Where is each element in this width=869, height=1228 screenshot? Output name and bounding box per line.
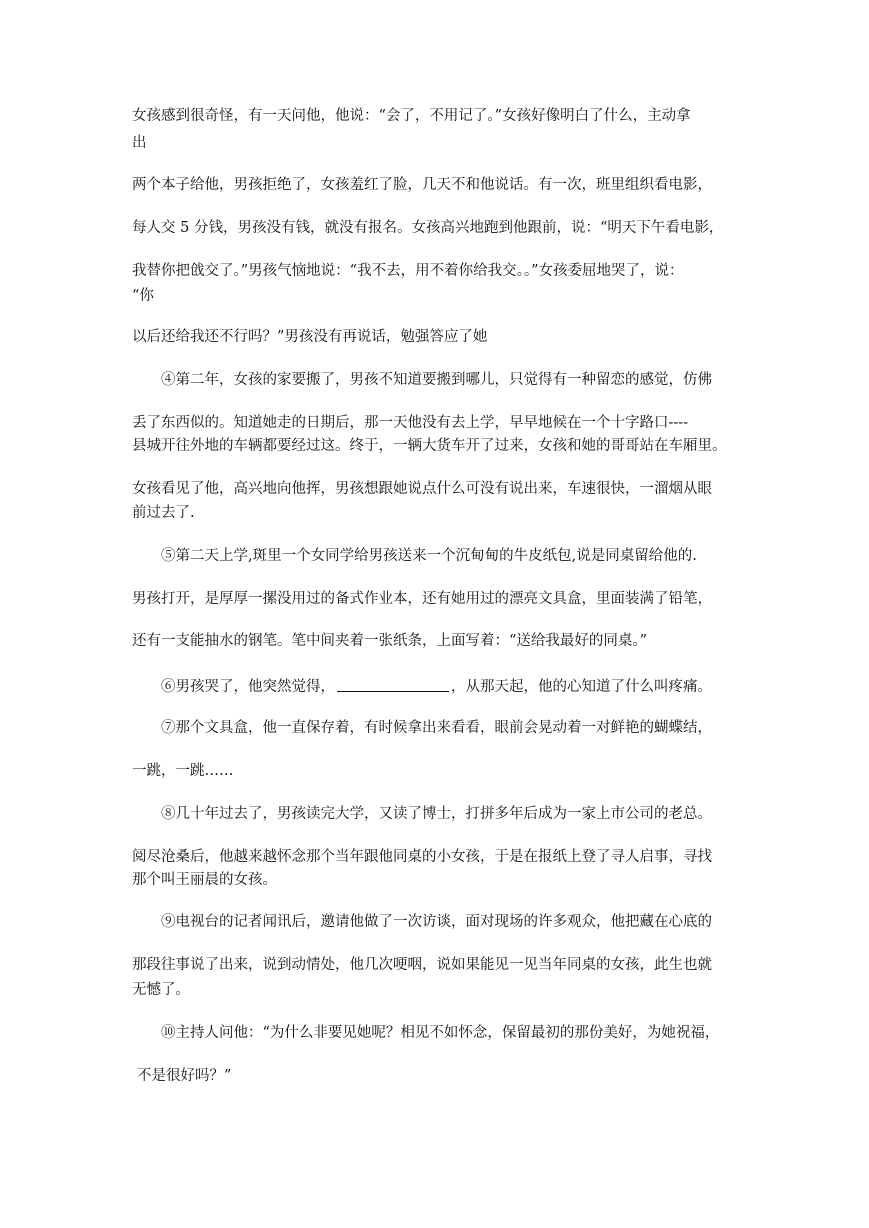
paragraph-10-line: ⑩主持人问他：“为什么非要见她呢？相见不如怀念，保留最初的那份美好，为她祝福， xyxy=(161,1025,720,1041)
paragraph-6-line xyxy=(161,675,869,697)
text-segment: ，从那天起，他的心知道了什么叫疼痛。 xyxy=(451,679,712,695)
text-line: 县城开往外地的车辆都要经过这。终于，一辆大货车开了过来，女孩和她的哥哥站在车厢里。 xyxy=(132,438,727,454)
text-line: 我替你把戗交了。”男孩气恼地说：“我不去，用不着你给我交。。”女孩委屈地哭了，说： xyxy=(132,263,684,279)
text-line: 出 xyxy=(132,135,147,151)
text-line: 无憾了。 xyxy=(132,982,190,998)
text-line: 以后还给我还不行吗？”男孩没有再说话，勉强答应了她 xyxy=(132,329,488,345)
text-line: 一跳，一跳…… xyxy=(132,763,234,779)
text-line: “你 xyxy=(132,288,154,304)
text-line: 那个叫王丽晨的女孩。 xyxy=(132,872,277,888)
text-line: 还有一支能抽水的钢笔。笔中间夹着一张纸条，上面写着：“送给我最好的同桌。” xyxy=(132,633,648,649)
text-line: 阅尽沧桑后，他越来越怀念那个当年跟他同桌的小女孩，于是在报纸上登了寻人启事，寻找 xyxy=(132,849,712,865)
text-line: 两个本子给他，男孩拒绝了，女孩羞红了脸，几天不和他说话。有一次，班里组织看电影， xyxy=(132,177,712,193)
paragraph-4-line: ④第二年，女孩的家要搬了，男孩不知道要搬到哪儿，只觉得有一种留恋的感觉，仿佛 xyxy=(161,372,712,388)
text-line: 男孩打开，是厚厚一摞没用过的备式作业本，还有她用过的漂亮文具盒，里面装满了铅笔， xyxy=(132,591,712,607)
paragraph-9-line: ⑨电视台的记者闻讯后，邀请他做了一次访谈，面对现场的许多观众，他把藏在心底的 xyxy=(161,914,712,930)
text-line: 那段往事说了出来，说到动情处，他几次哽咽，说如果能见一见当年同桌的女孩，此生也就 xyxy=(132,957,712,973)
text-line: 女孩感到很奇怪，有一天问他，他说：“会了，不用记了。”女孩好像明白了什么，主动拿 xyxy=(132,108,691,124)
text-line: 每人交 5 分钱，男孩没有钱，就没有报名。女孩高兴地跑到他跟前，说：“明天下午看电影， xyxy=(132,220,724,236)
text-line: 丢了东西似的。知道她走的日期后，那一天他没有去上学，早早地候在一个十字路口---- xyxy=(132,415,689,431)
answer-blank[interactable] xyxy=(337,675,449,692)
paragraph-5-line: ⑤第二天上学,斑里一个女同学给男孩送来一个沉甸甸的牛皮纸包,说是同桌留给他的. xyxy=(161,548,697,564)
text-segment: ⑥男孩哭了，他突然觉得， xyxy=(161,679,335,695)
text-line: 前过去了. xyxy=(132,505,195,521)
text-line: 不是很好吗？” xyxy=(137,1068,232,1084)
paragraph-8-line: ⑧几十年过去了，男孩读完大学，又读了博士，打拼多年后成为一家上市公司的老总。 xyxy=(161,806,712,822)
text-line: 女孩看见了他，高兴地向他挥，男孩想跟她说点什么可没有说出来，车速很快，一溜烟从眼 xyxy=(132,481,712,497)
paragraph-7-line: ⑦那个文具盒，他一直保存着，有时候拿出来看看，眼前会晃动着一对鲜艳的蝴蝶结， xyxy=(161,720,712,736)
